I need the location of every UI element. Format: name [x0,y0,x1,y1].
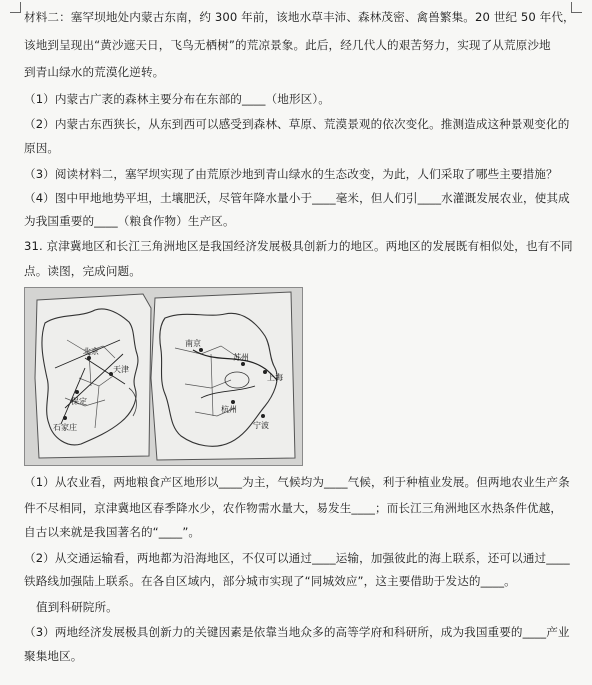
nanjing-dot [199,348,203,352]
suzhou-dot [241,362,245,366]
beijing-dot [87,356,91,360]
ningbo-dot [261,414,265,418]
label-tianjin: 天津 [113,365,129,374]
label-beijing: 北京 [83,347,99,356]
question-31-3-cont: 聚集地区。 [24,649,83,663]
label-suzhou: 苏州 [233,353,249,362]
hangzhou-dot [231,400,235,404]
question-30-2: （2）内蒙古东西狭长，从东到西可以感受到森林、草原、荒漠景观的依次变化。推测造成这种景观变化的 [24,117,570,131]
question-31-1-cont-2: 自古以来就是我国著名的“____”。 [24,525,201,539]
question-31-1-cont-1: 件不尽相同，京津冀地区春季降水少，农作物需水量大，易发生____；而长江三角洲地区水热条件优越， [24,501,563,515]
regional-map-figure [24,287,303,466]
label-baoding: 保定 [71,397,87,406]
question-31-3: （3）两地经济发展极具创新力的关键因素是依靠当地众多的高等学府和科研所，成为我国重要的____产业 [24,625,570,639]
question-30-1: （1）内蒙古广袤的森林主要分布在东部的____（地形区）。 [24,92,330,106]
material-two-line-2: 该地到呈现出“黄沙遮天日，飞鸟无栖树”的荒凉景象。此后，经几代人的艰苦努力，实现了从荒原沙地 [24,38,551,52]
label-shanghai: 上海 [267,373,283,382]
question-31-2-cont: 铁路线加强陆上联系。在各自区域内，部分城市实现了“同城效应”，这主要借助于发达的____。 [24,574,516,588]
shijiazhuang-dot [63,416,67,420]
baoding-dot [75,390,79,394]
question-30-3: （3）阅读材料二，塞罕坝实现了由荒原沙地到青山绿水的生态改变，为此，人们采取了哪些主要措施？ [24,167,558,181]
label-nanjing: 南京 [185,339,201,348]
label-hangzhou: 杭州 [221,405,237,414]
material-two-line-3: 到青山绿水的荒漠化逆转。 [24,65,165,79]
handwritten-note: 值到科研院所。 [36,600,118,614]
label-shijiazhuang: 石家庄 [53,423,77,432]
question-30-2-cont: 原因。 [24,141,60,155]
question-30-4: （4）图中甲地地势平坦，土壤肥沃，尽管年降水量小于____毫米，但人们引____水灌溉发展农业，使其成 [24,191,570,205]
question-31-stem-cont: 点。读图，完成问题。 [24,264,141,278]
page-corner-mark-left [10,2,21,13]
map-illustration [25,288,302,465]
label-ningbo: 宁波 [253,421,269,430]
question-30-4-cont: 为我国重要的____（粮食作物）生产区。 [24,214,235,228]
left-map-panel [35,294,151,458]
question-31-stem: 31. 京津冀地区和长江三角洲地区是我国经济发展极具创新力的地区。两地区的发展既有相似处，也有不同 [24,239,573,253]
material-two-line-1: 材料二：塞罕坝地处内蒙古东南，约 300 年前，该地水草丰沛、森林茂密、禽兽繁集。20 世纪 50 年代， [24,10,575,24]
question-31-1: （1）从农业看，两地粮食产区地形以____为主，气候均为____气候，利于种植业发展。但两地农业生产条 [24,475,570,489]
question-31-2: （2）从交通运输看，两地都为沿海地区，不仅可以通过____运输，加强彼此的海上联系，还可以通过____ [24,551,570,565]
